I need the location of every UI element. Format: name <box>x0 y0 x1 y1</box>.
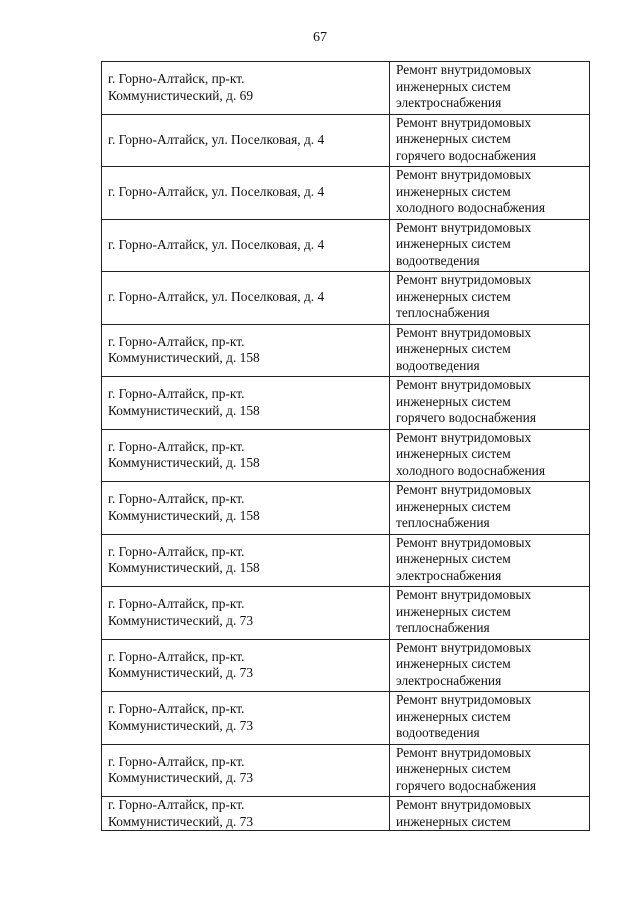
work-type-line: Ремонт внутридомовых <box>396 587 532 602</box>
address-line: г. Горно-Алтайск, пр-кт. <box>108 386 245 402</box>
address-line: г. Горно-Алтайск, пр-кт. <box>108 333 245 349</box>
work-type-line: электроснабжения <box>396 567 502 583</box>
address-line: г. Горно-Алтайск, пр-кт. <box>108 753 245 769</box>
work-type-line: Ремонт внутридомовых <box>396 534 532 550</box>
address-line: г. Горно-Алтайск, пр-кт. <box>108 438 245 454</box>
table-row <box>102 114 590 167</box>
table-row <box>102 219 590 272</box>
address-cell <box>102 534 390 587</box>
work-type-line: Ремонт внутридомовых <box>396 797 532 812</box>
work-type-line: инженерных систем <box>396 603 511 619</box>
work-type-line: электроснабжения <box>396 95 502 111</box>
work-type-cell <box>390 744 590 797</box>
work-type-cell <box>390 639 590 692</box>
work-type-line: инженерных систем <box>396 131 511 147</box>
work-type-line: водоотведения <box>396 725 480 741</box>
work-type-cell <box>390 534 590 587</box>
work-type-line: Ремонт внутридомовых <box>396 482 532 497</box>
address-line: Коммунистический, д. 73 <box>108 612 254 628</box>
work-type-line: инженерных систем <box>396 236 511 252</box>
work-type-line: Ремонт внутридомовых <box>396 692 532 707</box>
table-row <box>102 534 590 587</box>
table-row <box>102 692 590 745</box>
work-type-line: горячего водоснабжения <box>396 147 537 163</box>
address-line: Коммунистический, д. 158 <box>108 507 260 523</box>
work-type-line: Ремонт внутридомовых <box>396 639 532 655</box>
work-type-line: водоотведения <box>396 252 480 268</box>
address-cell <box>102 429 390 482</box>
table-row <box>102 797 590 831</box>
work-type-line: холодного водоснабжения <box>396 462 545 478</box>
work-type-cell <box>390 272 590 325</box>
table-row <box>102 324 590 377</box>
address-cell <box>102 797 390 831</box>
work-type-line: Ремонт внутридомовых <box>396 62 532 77</box>
address-line: г. Горно-Алтайск, пр-кт. <box>108 701 245 717</box>
address-cell <box>102 167 390 220</box>
address-line: Коммунистический, д. 158 <box>108 455 260 471</box>
work-type-line: Ремонт внутридомовых <box>396 272 532 287</box>
page-number: 67 <box>313 30 327 45</box>
address-line: Коммунистический, д. 69 <box>108 87 254 103</box>
work-type-line: теплоснабжения <box>396 305 490 321</box>
work-type-line: электроснабжения <box>396 672 502 688</box>
work-type-line: инженерных систем <box>396 813 511 829</box>
address-line: Коммунистический, д. 158 <box>108 402 260 418</box>
works-table <box>101 61 590 831</box>
work-type-line: холодного водоснабжения <box>396 200 545 216</box>
address-cell <box>102 639 390 692</box>
address-line: Коммунистический, д. 73 <box>108 717 254 733</box>
address-cell <box>102 324 390 377</box>
work-type-line: Ремонт внутридомовых <box>396 377 532 392</box>
table-row <box>102 429 590 482</box>
work-type-line: инженерных систем <box>396 288 511 304</box>
table-row <box>102 587 590 640</box>
address-cell <box>102 692 390 745</box>
address-cell <box>102 62 390 115</box>
works-table-body <box>102 62 590 831</box>
work-type-line: Ремонт внутридомовых <box>396 114 532 130</box>
work-type-line: Ремонт внутридомовых <box>396 324 532 340</box>
address-cell <box>102 587 390 640</box>
work-type-cell <box>390 429 590 482</box>
work-type-line: инженерных систем <box>396 183 511 199</box>
address-cell <box>102 744 390 797</box>
address-cell <box>102 272 390 325</box>
work-type-cell <box>390 797 590 831</box>
address-line: г. Горно-Алтайск, пр-кт. <box>108 71 245 87</box>
work-type-cell <box>390 377 590 430</box>
work-type-line: водоотведения <box>396 357 480 373</box>
table-row <box>102 377 590 430</box>
work-type-cell <box>390 62 590 115</box>
work-type-line: инженерных систем <box>396 656 511 672</box>
address-line: г. Горно-Алтайск, ул. Поселковая, д. 4 <box>108 131 325 147</box>
address-cell <box>102 377 390 430</box>
work-type-line: Ремонт внутридомовых <box>396 219 532 235</box>
work-type-line: Ремонт внутридомовых <box>396 429 532 445</box>
table-row <box>102 62 590 115</box>
work-type-line: теплоснабжения <box>396 515 490 531</box>
address-cell <box>102 114 390 167</box>
address-line: г. Горно-Алтайск, пр-кт. <box>108 491 245 507</box>
table-row <box>102 639 590 692</box>
address-line: Коммунистический, д. 73 <box>108 813 254 829</box>
address-line: Коммунистический, д. 158 <box>108 350 260 366</box>
work-type-line: инженерных систем <box>396 78 511 94</box>
work-type-cell <box>390 324 590 377</box>
work-type-line: горячего водоснабжения <box>396 777 537 793</box>
work-type-cell <box>390 482 590 535</box>
work-type-line: инженерных систем <box>396 708 511 724</box>
table-row <box>102 482 590 535</box>
work-type-line: Ремонт внутридомовых <box>396 167 532 182</box>
table-row <box>102 744 590 797</box>
address-line: г. Горно-Алтайск, пр-кт. <box>108 543 245 559</box>
address-line: Коммунистический, д. 158 <box>108 560 260 576</box>
work-type-cell <box>390 167 590 220</box>
address-line: г. Горно-Алтайск, пр-кт. <box>108 797 245 812</box>
work-type-line: инженерных систем <box>396 498 511 514</box>
address-line: Коммунистический, д. 73 <box>108 770 254 786</box>
address-cell <box>102 482 390 535</box>
address-line: г. Горно-Алтайск, ул. Поселковая, д. 4 <box>108 236 325 252</box>
work-type-line: инженерных систем <box>396 446 511 462</box>
work-type-line: инженерных систем <box>396 393 511 409</box>
work-type-cell <box>390 219 590 272</box>
address-line: г. Горно-Алтайск, ул. Поселковая, д. 4 <box>108 289 325 305</box>
table-row <box>102 272 590 325</box>
work-type-line: Ремонт внутридомовых <box>396 744 532 760</box>
work-type-line: инженерных систем <box>396 341 511 357</box>
work-type-cell <box>390 114 590 167</box>
work-type-line: инженерных систем <box>396 761 511 777</box>
address-line: г. Горно-Алтайск, ул. Поселковая, д. 4 <box>108 184 325 200</box>
work-type-cell <box>390 692 590 745</box>
address-cell <box>102 219 390 272</box>
address-line: г. Горно-Алтайск, пр-кт. <box>108 648 245 664</box>
work-type-cell <box>390 587 590 640</box>
table-row <box>102 167 590 220</box>
work-type-line: инженерных систем <box>396 551 511 567</box>
work-type-line: теплоснабжения <box>396 620 490 636</box>
address-line: Коммунистический, д. 73 <box>108 665 254 681</box>
work-type-line: горячего водоснабжения <box>396 410 537 426</box>
address-line: г. Горно-Алтайск, пр-кт. <box>108 596 245 612</box>
